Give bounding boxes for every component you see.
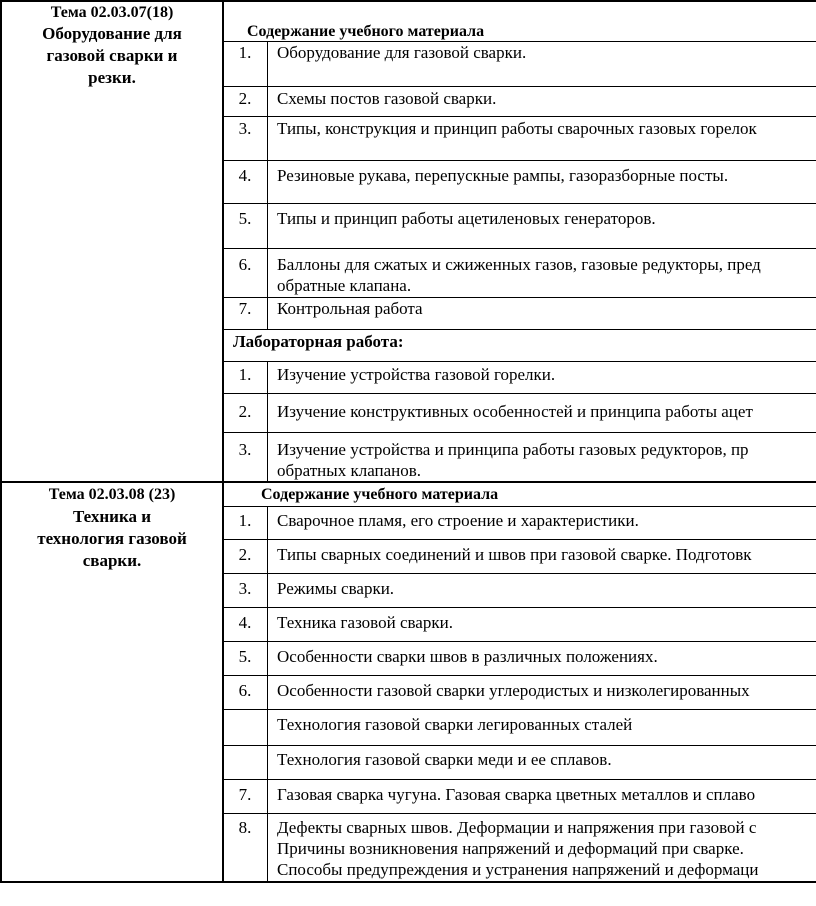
content-header: Содержание учебного материала: [247, 23, 485, 40]
row-divider: [223, 116, 816, 117]
topic-title-line: резки.: [88, 68, 136, 87]
item-text: обратные клапана.: [277, 276, 412, 295]
item-text: Технология газовой сварки меди и ее сплавов.: [277, 750, 612, 769]
table-bottom-border: [0, 881, 816, 883]
item-number: 3.: [238, 440, 252, 459]
number-column-divider: [267, 362, 268, 482]
item-text: Сварочное пламя, его строение и характеристики.: [277, 511, 639, 530]
row-divider: [223, 813, 816, 814]
item-number: 6.: [238, 681, 252, 700]
item-text: Режимы сварки.: [277, 579, 395, 598]
item-number: 3.: [238, 119, 252, 138]
topic-number: Тема 02.03.07(18): [50, 4, 174, 21]
item-text: обратных клапанов.: [277, 461, 422, 480]
item-text: Контрольная работа: [277, 299, 423, 318]
content-header: Содержание учебного материала: [261, 486, 499, 503]
row-divider: [223, 86, 816, 87]
number-column-divider: [267, 41, 268, 330]
row-divider: [223, 573, 816, 574]
item-number: 5.: [238, 209, 252, 228]
table-left-border: [0, 0, 2, 883]
topic-title-line: Оборудование для: [42, 24, 182, 43]
item-text: Технология газовой сварки легированных сталей: [277, 715, 633, 734]
item-text: Техника газовой сварки.: [277, 613, 453, 632]
item-number: 5.: [238, 647, 252, 666]
row-divider: [223, 160, 816, 161]
topic-number: Тема 02.03.08 (23): [48, 486, 176, 503]
item-text: Изучение устройства газовой горелки.: [277, 365, 556, 384]
row-divider: [223, 506, 816, 507]
row-divider: [223, 361, 816, 362]
row-divider: [223, 393, 816, 394]
item-number: 1.: [238, 511, 252, 530]
row-divider: [223, 675, 816, 676]
row-divider: [223, 329, 816, 330]
item-number: 2.: [238, 89, 252, 108]
item-number: 3.: [238, 579, 252, 598]
item-number: 7.: [238, 785, 252, 804]
item-text: Изучение конструктивных особенностей и принципа работы ацет: [277, 402, 753, 421]
item-number: 4.: [238, 613, 252, 632]
item-text: Резиновые рукава, перепускные рампы, газоразборные посты.: [277, 166, 729, 185]
item-text: Баллоны для сжатых и сжиженных газов, газовые редукторы, пред: [277, 255, 761, 274]
item-text: Особенности сварки швов в различных положениях.: [277, 647, 658, 666]
topic-title-line: Техника и: [72, 507, 152, 526]
topic-title-line: газовой сварки и: [46, 46, 178, 65]
number-column-divider: [267, 507, 268, 882]
item-text: Типы и принцип работы ацетиленовых генераторов.: [277, 209, 656, 228]
item-text: Дефекты сварных швов. Деформации и напряжения при газовой с: [277, 818, 757, 837]
item-number: 7.: [238, 299, 252, 318]
item-number: 8.: [238, 818, 252, 837]
item-text: Схемы постов газовой сварки.: [277, 89, 497, 108]
row-divider: [223, 607, 816, 608]
row-divider: [223, 539, 816, 540]
row-divider: [223, 203, 816, 204]
row-divider: [223, 709, 816, 710]
item-text: Способы предупреждения и устранения напряжений и деформаци: [277, 860, 759, 879]
row-divider: [223, 248, 816, 249]
item-text: Причины возникновения напряжений и деформаций при сварке.: [277, 839, 744, 858]
row-divider: [223, 745, 816, 746]
item-text: Особенности газовой сварки углеродистых и низколегированных: [277, 681, 750, 700]
item-number: 1.: [238, 43, 252, 62]
item-number: 2.: [238, 545, 252, 564]
item-text: Газовая сварка чугуна. Газовая сварка цветных металлов и сплаво: [277, 785, 756, 804]
item-number: 1.: [238, 365, 252, 384]
item-text: Типы, конструкция и принцип работы сварочных газовых горелок: [277, 119, 757, 138]
item-text: Оборудование для газовой сварки.: [277, 43, 527, 62]
row-divider: [223, 779, 816, 780]
lab-header: Лабораторная работа:: [233, 332, 404, 351]
item-number: 2.: [238, 402, 252, 421]
item-number: 6.: [238, 255, 252, 274]
topic-title-line: технология газовой: [37, 529, 187, 548]
topic-title-line: сварки.: [82, 551, 142, 570]
item-text: Изучение устройства и принципа работы газовых редукторов, пр: [277, 440, 749, 459]
item-number: 4.: [238, 166, 252, 185]
row-divider: [223, 641, 816, 642]
row-divider: [223, 432, 816, 433]
item-text: Типы сварных соединений и швов при газовой сварке. Подготовк: [277, 545, 752, 564]
